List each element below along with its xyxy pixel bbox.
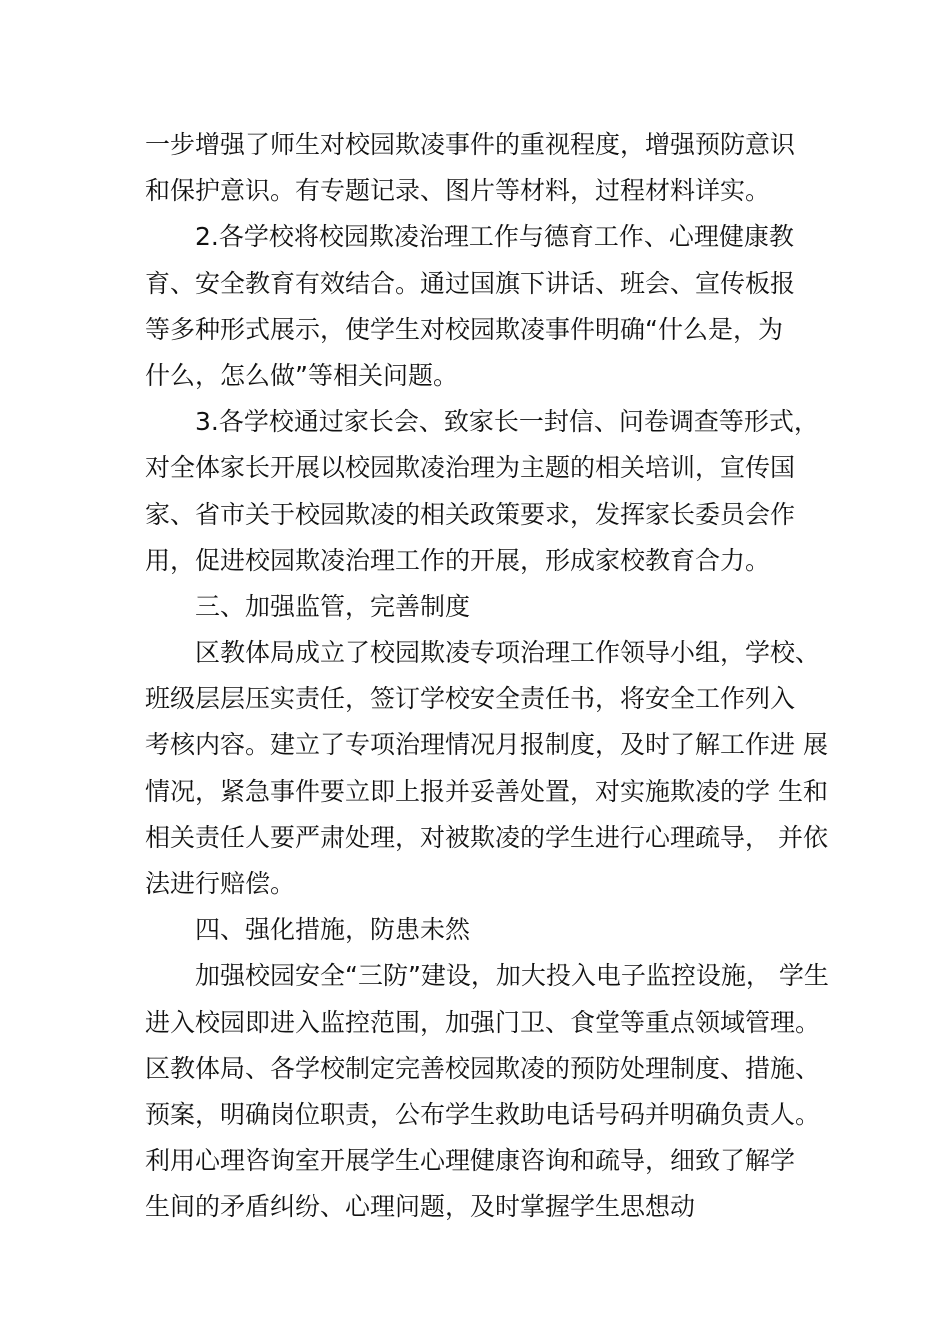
text-line: 3.各学校通过家长会、致家长一封信、问卷调查等形式，	[195, 407, 819, 437]
text-line: 什么，怎么做”等相关问题。	[145, 360, 458, 390]
text-line: 等多种形式展示，使学生对校园欺凌事件明确“什么是，为	[145, 314, 783, 344]
text-line: 区教体局成立了校园欺凌专项治理工作领导小组，学校、	[195, 638, 821, 668]
document-body	[145, 122, 845, 1231]
text-line: 法进行赔偿。	[145, 869, 296, 898]
text-line: 利用心理咨询室开展学生心理健康咨询和疏导，细致了解学	[145, 1146, 796, 1176]
text-line: 育、安全教育有效结合。通过国旗下讲话、班会、宣传板报	[145, 268, 796, 298]
text-line: 预案，明确岗位职责，公布学生救助电话号码并明确负责人。	[145, 1099, 821, 1129]
text-line: 相关责任人要严肃处理，对被欺凌的学生进行心理疏导， 并依	[145, 822, 828, 852]
text-line: 区教体局、各学校制定完善校园欺凌的预防处理制度、措施、	[145, 1053, 821, 1083]
text-line: 四、强化措施，防患未然	[195, 915, 471, 945]
text-line: 家、省市关于校园欺凌的相关政策要求，发挥家长委员会作	[145, 499, 796, 529]
text-line: 考核内容。建立了专项治理情况月报制度，及时了解工作进 展	[145, 730, 828, 760]
text-line: 2.各学校将校园欺凌治理工作与德育工作、心理健康教	[195, 222, 794, 252]
text-line: 三、加强监管，完善制度	[195, 591, 471, 621]
text-line: 用，促进校园欺凌治理工作的开展，形成家校教育合力。	[145, 545, 771, 575]
text-line: 班级层层压实责任，签订学校安全责任书，将安全工作列入	[145, 684, 796, 714]
text-line: 生间的矛盾纠纷、心理问题，及时掌握学生思想动	[145, 1192, 696, 1222]
text-line: 加强校园安全“三防”建设，加大投入电子监控设施， 学生	[195, 961, 829, 991]
text-line: 和保护意识。有专题记录、图片等材料，过程材料详实。	[145, 176, 771, 206]
text-line: 一步增强了师生对校园欺凌事件的重视程度，增强预防意识	[145, 130, 796, 159]
text-line: 进入校园即进入监控范围，加强门卫、食堂等重点领域管理。	[145, 1007, 821, 1037]
text-line: 情况，紧急事件要立即上报并妥善处置，对实施欺凌的学 生和	[145, 776, 828, 806]
text-line: 对全体家长开展以校园欺凌治理为主题的相关培训，宣传国	[145, 453, 796, 483]
